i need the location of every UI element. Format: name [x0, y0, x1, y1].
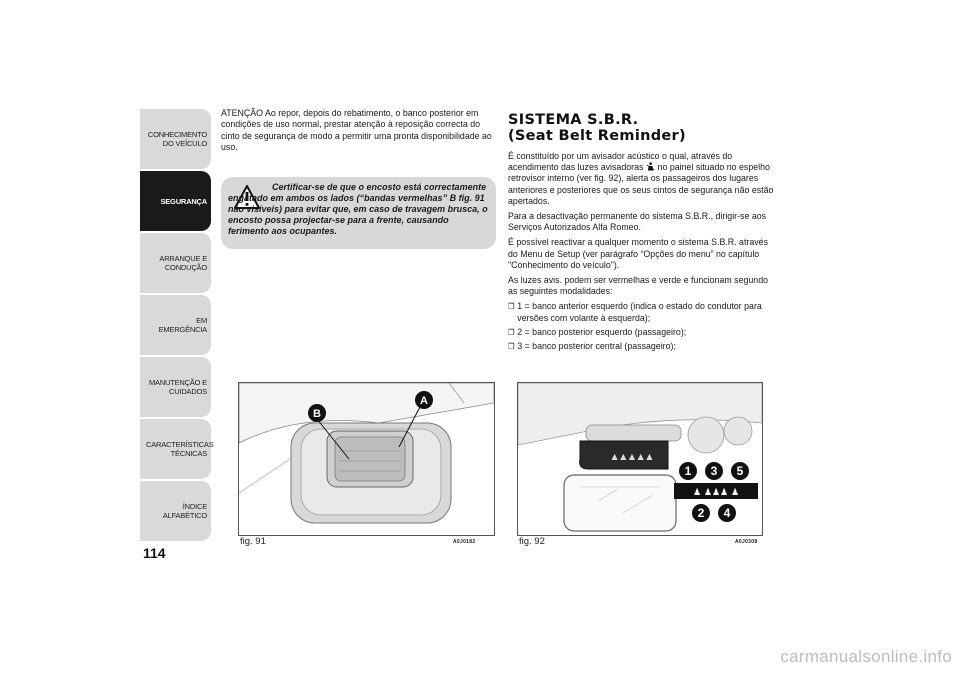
tab-label: SEGURANÇA	[160, 196, 207, 206]
paragraph-1-end: no painel situado no espelho retrovisor interno (ver fig. 92), alerta os passageiros dos lugares anteriores e posteriores que os seus cintos de segurança não estão apertados.	[508, 162, 774, 207]
warning-box	[221, 177, 496, 249]
tab-label: CONHECIMENTO DO VEÍCULO	[147, 130, 207, 148]
watermark: carmanualsonline.info	[780, 647, 952, 666]
tab-seguranca[interactable]	[140, 171, 211, 231]
paragraph-4: As luzes avis. podem ser vermelhas e verde e funcionam segundo as seguintes modalidades:	[508, 275, 769, 298]
section-heading	[508, 112, 774, 144]
tab-label: EM EMERGÊNCIA	[158, 316, 207, 334]
seat-latch-illustration	[239, 383, 494, 535]
fig91-caption: fig. 91	[240, 536, 266, 547]
lights-list	[508, 301, 774, 352]
rearview-mirror-illustration	[518, 383, 762, 535]
tab-caracteristicas-tecnicas[interactable]	[140, 419, 214, 479]
fig91-label-b: B	[313, 408, 321, 420]
fig92-callout: 4	[723, 506, 731, 520]
fig92-code: A0J0308	[735, 539, 758, 545]
left-column	[221, 108, 496, 154]
tab-conhecimento-do-veiculo[interactable]	[140, 109, 211, 169]
attention-paragraph: ATENÇÃO Ao repor, depois do rebatimento, o banco posterior em condições de uso normal, prestar atenção à reposição correcta do cinto de segurança de modo a permitir uma pronta disponibilidade ao uso.	[221, 108, 492, 154]
fig92-callout: 2	[697, 506, 705, 520]
figure-92	[517, 382, 763, 536]
page-number: 114	[143, 545, 166, 561]
tab-label: CARACTERÍSTICAS TÉCNICAS	[146, 440, 214, 458]
svg-text:▲ ▲ ▲ ▲ ▲: ▲ ▲ ▲ ▲ ▲	[611, 452, 653, 461]
paragraph-2: Para a desactivação permanente do sistema S.B.R., dirigir-se aos Serviços Autorizados Alfa Romeo.	[508, 211, 767, 234]
heading-line-2: (Seat Belt Reminder)	[508, 128, 686, 144]
paragraph-1-start: É constituído por um avisador acústico o qual, através do acendimento das luzes avisadoras	[508, 151, 733, 174]
tab-label: ÍNDICE ALFABÉTICO	[162, 502, 207, 520]
fig91-label-a: A	[420, 395, 428, 407]
tab-manutencao-e-cuidados[interactable]	[140, 357, 211, 417]
paragraph-3: É possível reactivar a qualquer momento o sistema S.B.R. através do Menu de Setup (ver parágrafo “Opções do menu” no capítulo "Conhecimento do veículo").	[508, 237, 769, 271]
tab-label: ARRANQUE E CONDUÇÃO	[159, 254, 207, 272]
fig92-caption: fig. 92	[519, 536, 545, 547]
svg-text:♟ ♟♟♟ ♟: ♟ ♟♟♟ ♟	[692, 488, 740, 498]
right-column	[508, 112, 774, 355]
fig92-callout: 1	[684, 464, 692, 478]
fig92-callout: 3	[710, 464, 718, 478]
fig91-code: A0J0182	[453, 539, 476, 545]
heading-line-1: SISTEMA S.B.R.	[508, 112, 639, 128]
warning-text: Certificar-se de que o encosto está correctamente engatado em ambos os lados (“bandas vermelhas” B fig. 91 não visíveis) para evitar que, em caso de travagem brusca, o encosto possa projectar-se para a frente, causando ferimento aos ocupantes.	[228, 182, 488, 236]
figure-91	[238, 382, 495, 536]
tab-em-emergencia[interactable]	[140, 295, 211, 355]
paragraph-1	[508, 151, 775, 207]
tab-label: MANUTENÇÃO E CUIDADOS	[148, 378, 207, 396]
list-item: ❒ 2 = banco posterior esquerdo (passageiro);	[508, 327, 779, 338]
seatbelt-warning-icon	[646, 162, 655, 171]
fig92-callout: 5	[736, 464, 744, 478]
list-item: ❒ 1 = banco anterior esquerdo (indica o estado do condutor para versões com volante à esquerda);	[508, 301, 779, 323]
list-item: ❒ 3 = banco posterior central (passageiro);	[508, 341, 779, 352]
tab-arranque-e-conducao[interactable]	[140, 233, 211, 293]
tab-indice-alfabetico[interactable]	[140, 481, 211, 541]
